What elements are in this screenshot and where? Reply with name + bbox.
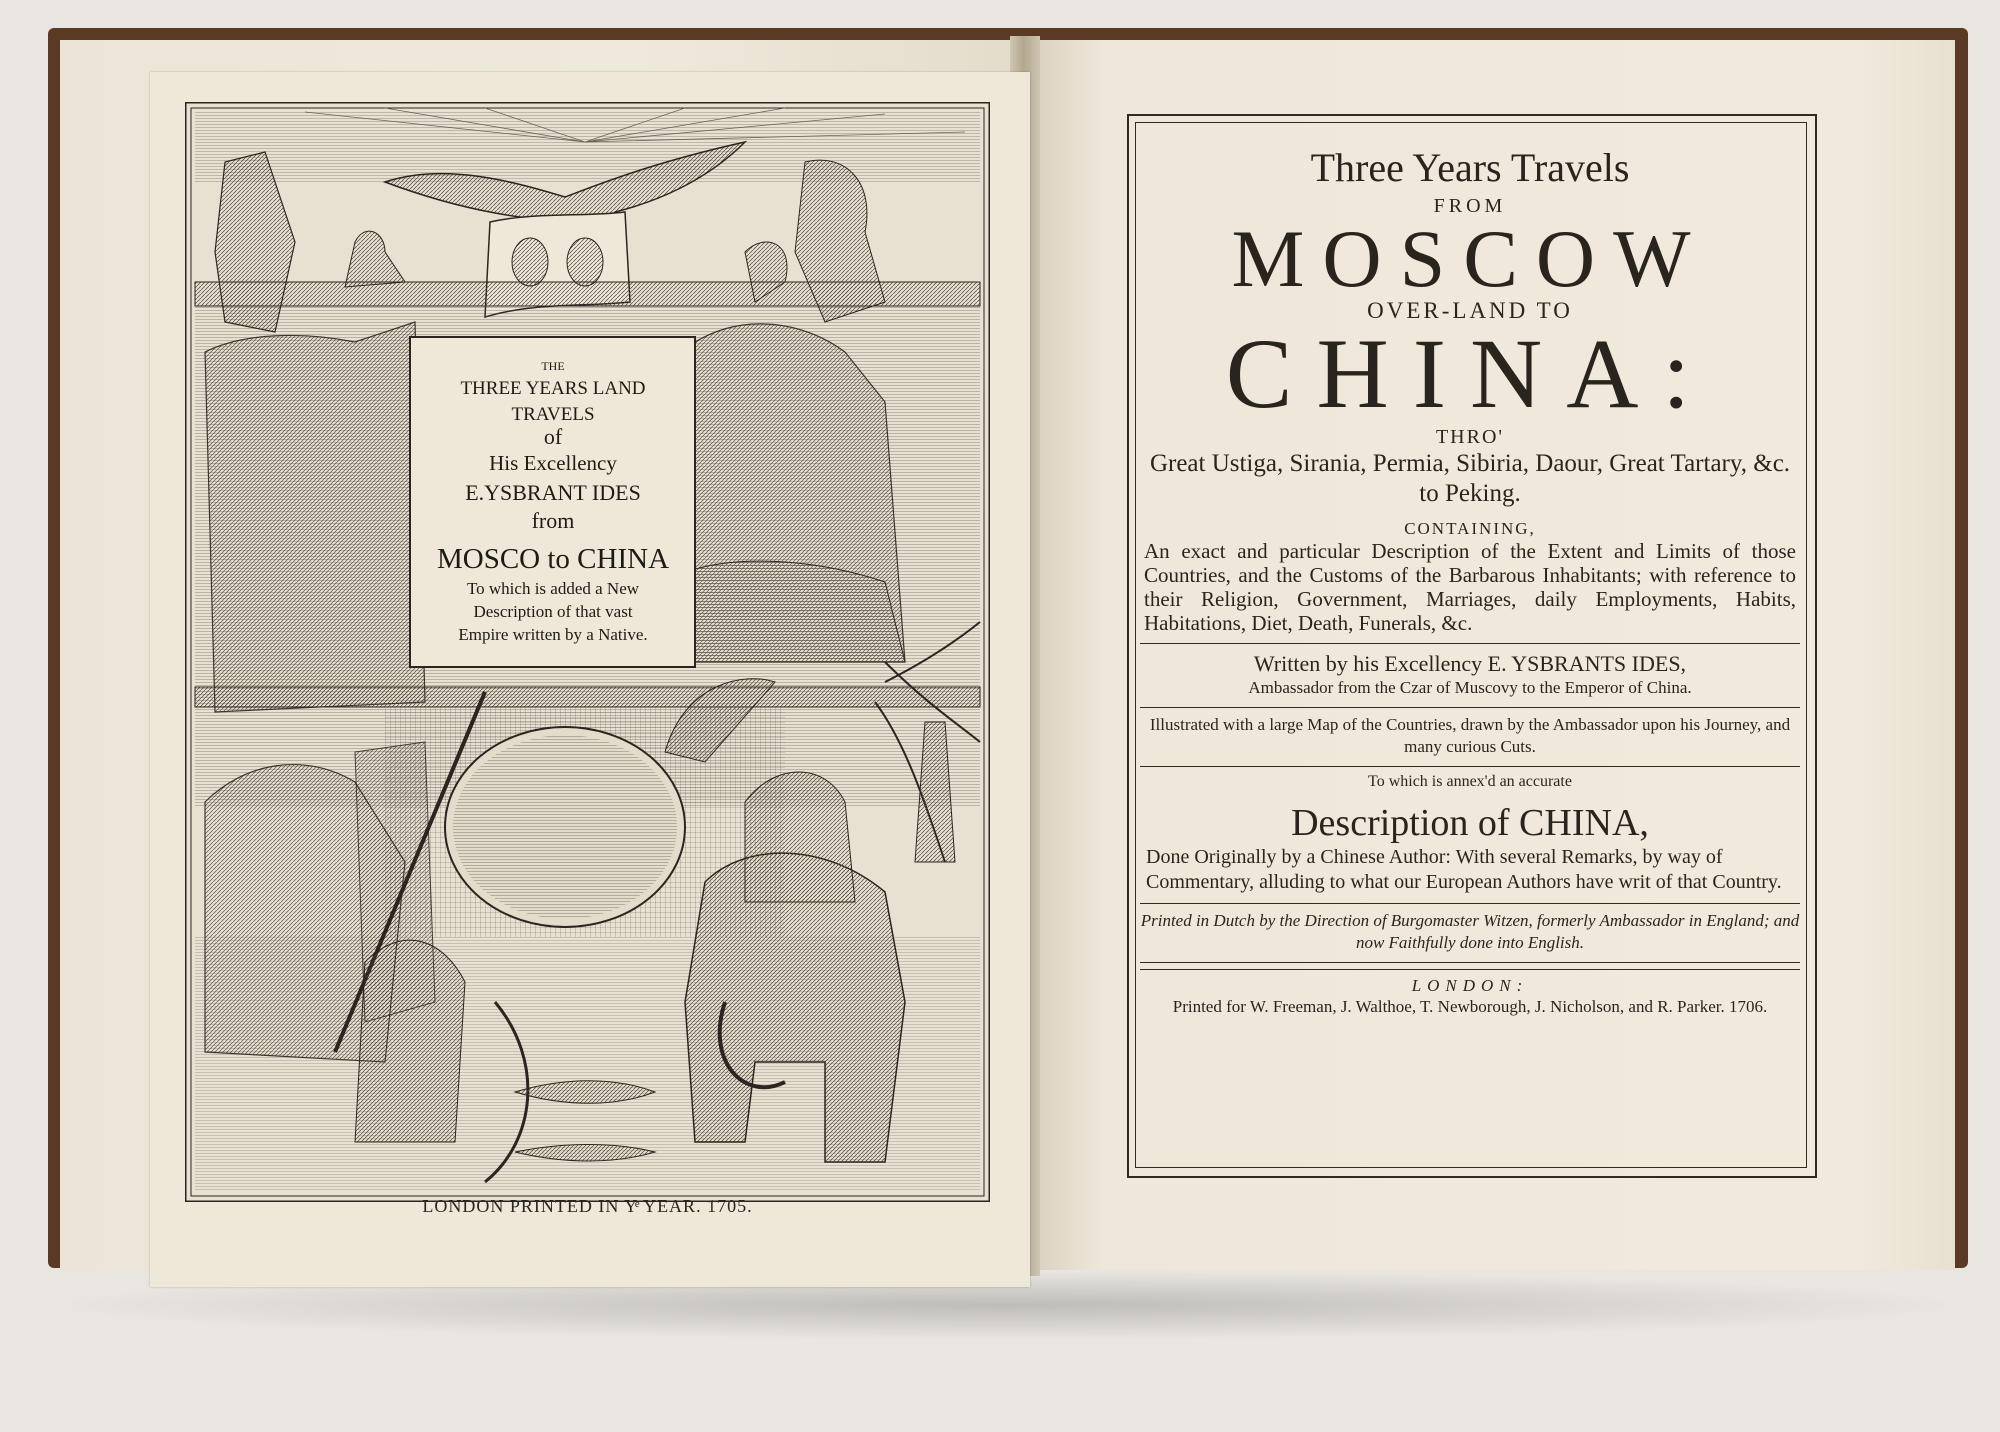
rule <box>1140 969 1800 970</box>
rule <box>1140 903 1800 904</box>
title-overland: OVER-LAND TO <box>1367 298 1573 323</box>
sign-line-9: Description of that vast <box>473 602 633 621</box>
title-moscow: MOSCOW <box>1231 213 1709 304</box>
title-illustrated: Illustrated with a large Map of the Countries, drawn by the Ambassador upon his Journey, and many curious Cuts. <box>1149 715 1791 756</box>
rule <box>1140 766 1800 767</box>
title-from: FROM <box>1433 195 1507 217</box>
title-done: Done Originally by a Chinese Author: With several Remarks, by way of Commentary, alluding to what our European Authors have writ of that Country. <box>1146 846 1782 893</box>
rule <box>1140 962 1800 963</box>
sign-line-6: from <box>531 508 575 533</box>
title-annexed: To which is annex'd an accurate <box>1368 773 1572 790</box>
sign-line-8: To which is added a New <box>466 579 640 598</box>
title-author-role: Ambassador from the Czar of Muscovy to the Emperor of China. <box>1248 678 1692 697</box>
title-london: LONDON: <box>1411 976 1529 995</box>
sign-line-4: His Excellency <box>489 451 617 475</box>
plate-caption: LONDON PRINTED IN Yͤ YEAR. 1705. <box>422 1196 753 1216</box>
sign-line-1: THREE YEARS LAND <box>460 378 646 399</box>
title-heading: Three Years Travels <box>1310 145 1630 190</box>
title-page <box>1140 130 1800 1018</box>
title-places: Great Ustiga, Sirania, Permia, Sibiria, Daour, Great Tartary, &c. to Peking. <box>1149 450 1791 507</box>
title-printed-dutch: Printed in Dutch by the Direction of Burgomaster Witzen, formerly Ambassador in England; and now Faithfully done into English. <box>1140 911 1800 952</box>
title-containing: CONTAINING, <box>1404 519 1536 538</box>
rider-figure <box>745 772 855 902</box>
figures-left-group <box>205 322 425 712</box>
title-author: Written by his Excellency E. YSBRANTS IDES, <box>1253 651 1687 676</box>
archer-figure <box>355 940 465 1142</box>
title-description: An exact and particular Description of the Extent and Limits of those Countries, and the Customs of the Barbarous Inhabitants; with reference to their Religion, Government, Marriages, daily Employments, Habits, Habitations, Diet, Death, Funerals, &c. <box>1144 539 1796 635</box>
rule <box>1140 643 1800 644</box>
rule <box>1140 707 1800 708</box>
sign-line-7: MOSCO to CHINA <box>436 543 670 575</box>
sign-line-10: Empire written by a Native. <box>458 625 648 644</box>
title-china: CHINA: <box>1225 318 1715 429</box>
title-imprint: Printed for W. Freeman, J. Walthoe, T. Newborough, J. Nicholson, and R. Parker. 1706. <box>1172 997 1768 1016</box>
sign-line-3: of <box>543 424 563 449</box>
title-desc-china: Description of CHINA, <box>1291 802 1649 844</box>
sign-line-0: THE <box>541 359 565 373</box>
title-thro: THRO' <box>1435 426 1505 448</box>
sign-line-5: E.YSBRANT IDES <box>465 480 641 505</box>
frontispiece-engraving <box>185 102 990 1202</box>
sign-line-2: TRAVELS <box>511 404 595 425</box>
